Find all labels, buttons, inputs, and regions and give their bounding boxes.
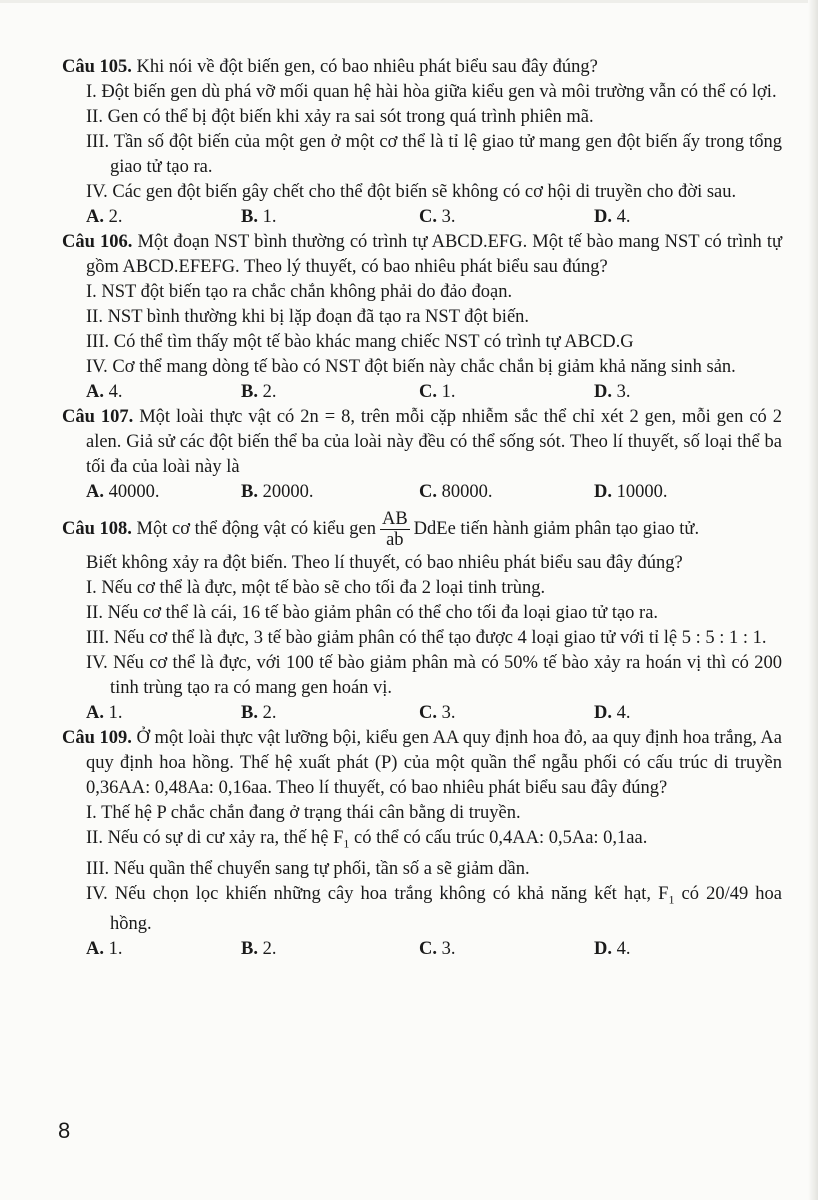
question-label: Câu 107. — [62, 407, 134, 427]
answer-options — [86, 937, 782, 962]
option-b[interactable]: B. 20000. — [241, 482, 314, 502]
statement: I. NST đột biến tạo ra chắc chắn không phải do đảo đoạn. — [86, 282, 513, 302]
option-b[interactable]: B. 2. — [241, 939, 277, 960]
option-d[interactable]: D. 4. — [594, 207, 631, 227]
answer-options — [86, 480, 782, 505]
page-number: 8 — [58, 1118, 71, 1143]
page-content — [62, 55, 782, 962]
option-a[interactable]: A. 4. — [86, 382, 123, 402]
option-a[interactable]: A. 1. — [86, 939, 123, 960]
question-stem-continued: DdEe tiến hành giảm phân tạo giao tử. — [413, 519, 700, 539]
question-label: Câu 105. — [62, 57, 132, 77]
option-b[interactable]: B. 2. — [241, 703, 277, 723]
option-b[interactable]: B. 1. — [241, 207, 277, 227]
question-108 — [62, 507, 782, 726]
statement: IV. Các gen đột biến gây chết cho thể đột biến sẽ không có cơ hội di truyền cho đời sau. — [86, 182, 737, 202]
option-d[interactable]: D. 4. — [594, 703, 631, 723]
question-label: Câu 109. — [62, 728, 132, 748]
question-stem: Khi nói về đột biến gen, có bao nhiêu phát biểu sau đây đúng? — [136, 57, 598, 77]
statement: I. Nếu cơ thể là đực, một tế bào sẽ cho tối đa 2 loại tinh trùng. — [86, 578, 546, 598]
statement: III. Có thể tìm thấy một tế bào khác mang chiếc NST có trình tự ABCD.G — [86, 332, 634, 352]
question-105 — [62, 55, 782, 230]
answer-options — [86, 205, 782, 230]
option-a[interactable]: A. 2. — [86, 207, 123, 227]
question-stem: Một cơ thể động vật có kiểu gen — [136, 519, 376, 539]
option-c[interactable]: C. 1. — [419, 382, 456, 402]
option-c[interactable]: C. 3. — [419, 939, 456, 960]
fraction-numerator: AB — [381, 509, 408, 530]
question-label: Câu 108. — [62, 519, 132, 539]
fraction-denominator: ab — [386, 530, 404, 551]
question-109 — [62, 726, 782, 962]
option-b[interactable]: B. 2. — [241, 382, 277, 402]
option-c[interactable]: C. 3. — [419, 703, 456, 723]
option-d[interactable]: D. 3. — [594, 382, 631, 402]
statement: III. Tần số đột biến của một gen ở một cơ thể là tỉ lệ giao tử mang gen đột biến ấy trong tổng giao tử tạo ra. — [86, 132, 782, 177]
question-label: Câu 106. — [62, 232, 133, 252]
statement: IV. Cơ thể mang dòng tế bào có NST đột biến này chắc chắn bị giảm khả năng sinh sản. — [86, 357, 736, 377]
question-stem: Ở một loài thực vật lưỡng bội, kiểu gen AA quy định hoa đỏ, aa quy định hoa trắng, Aa quy định hoa hồng. Thế hệ xuất phát (P) của một quần thể ngẫu phối có cấu trúc di truyền 0,36AA: 0,48Aa: 0,16aa. Theo lí thuyết, có bao nhiêu phát biểu sau đây đúng? — [86, 728, 782, 798]
option-c[interactable]: C. 3. — [419, 207, 456, 227]
option-d[interactable]: D. 10000. — [594, 482, 668, 502]
option-a[interactable]: A. 1. — [86, 703, 123, 723]
top-border — [0, 0, 818, 3]
statement: I. Thế hệ P chắc chắn đang ở trạng thái cân bằng di truyền. — [86, 803, 521, 823]
question-stem: Một loài thực vật có 2n = 8, trên mỗi cặp nhiễm sắc thể chỉ xét 2 gen, mỗi gen có 2 alen. Giả sử các đột biến thể ba của loài này đều có thể sống sót. Theo lí thuyết, số loại thể ba tối đa của loài này là — [86, 407, 783, 477]
question-106 — [62, 230, 782, 405]
genotype-fraction — [380, 509, 410, 550]
question-stem: Một đoạn NST bình thường có trình tự ABCD.EFG. Một tế bào mang NST có trình tự gồm ABCD.EFEFG. Theo lý thuyết, có bao nhiêu phát biểu sau đúng? — [86, 232, 782, 277]
answer-options — [86, 380, 782, 405]
answer-options — [86, 701, 782, 726]
statement: II. Nếu có sự di cư xảy ra, thế hệ $F_1$ có thể có cấu trúc 0,4AA: 0,5Aa: 0,1aa. — [86, 828, 648, 851]
statement: I. Đột biến gen dù phá vỡ mối quan hệ hài hòa giữa kiểu gen và môi trường vẫn có thể có lợi. — [86, 82, 777, 102]
option-a[interactable]: A. 40000. — [86, 482, 160, 502]
statement: II. Gen có thể bị đột biến khi xảy ra sai sót trong quá trình phiên mã. — [86, 107, 594, 127]
question-stem-line2: Biết không xảy ra đột biến. Theo lí thuyết, có bao nhiêu phát biểu sau đây đúng? — [86, 553, 683, 573]
statement: IV. Nếu cơ thể là đực, với 100 tế bào giảm phân mà có 50% tế bào xảy ra hoán vị thì có 200 tinh trùng tạo ra có mang gen hoán vị. — [86, 653, 782, 698]
statement: II. Nếu cơ thể là cái, 16 tế bào giảm phân có thể cho tối đa loại giao tử tạo ra. — [86, 603, 659, 623]
option-c[interactable]: C. 80000. — [419, 482, 493, 502]
statement: III. Nếu quần thể chuyển sang tự phối, tần số a sẽ giảm dần. — [86, 858, 530, 879]
question-107 — [62, 405, 782, 505]
statement: II. NST bình thường khi bị lặp đoạn đã tạo ra NST đột biến. — [86, 307, 530, 327]
statement: III. Nếu cơ thể là đực, 3 tế bào giảm phân có thể tạo được 4 loại giao tử với tỉ lệ 5 : 5 : 1 : 1. — [86, 628, 767, 648]
statement: IV. Nếu chọn lọc khiến những cây hoa trắng không có khả năng kết hạt, $F_1$ có 20/49 hoa hồng. — [86, 883, 783, 935]
page-edge-shadow — [808, 0, 818, 1200]
option-d[interactable]: D. 4. — [594, 939, 631, 960]
